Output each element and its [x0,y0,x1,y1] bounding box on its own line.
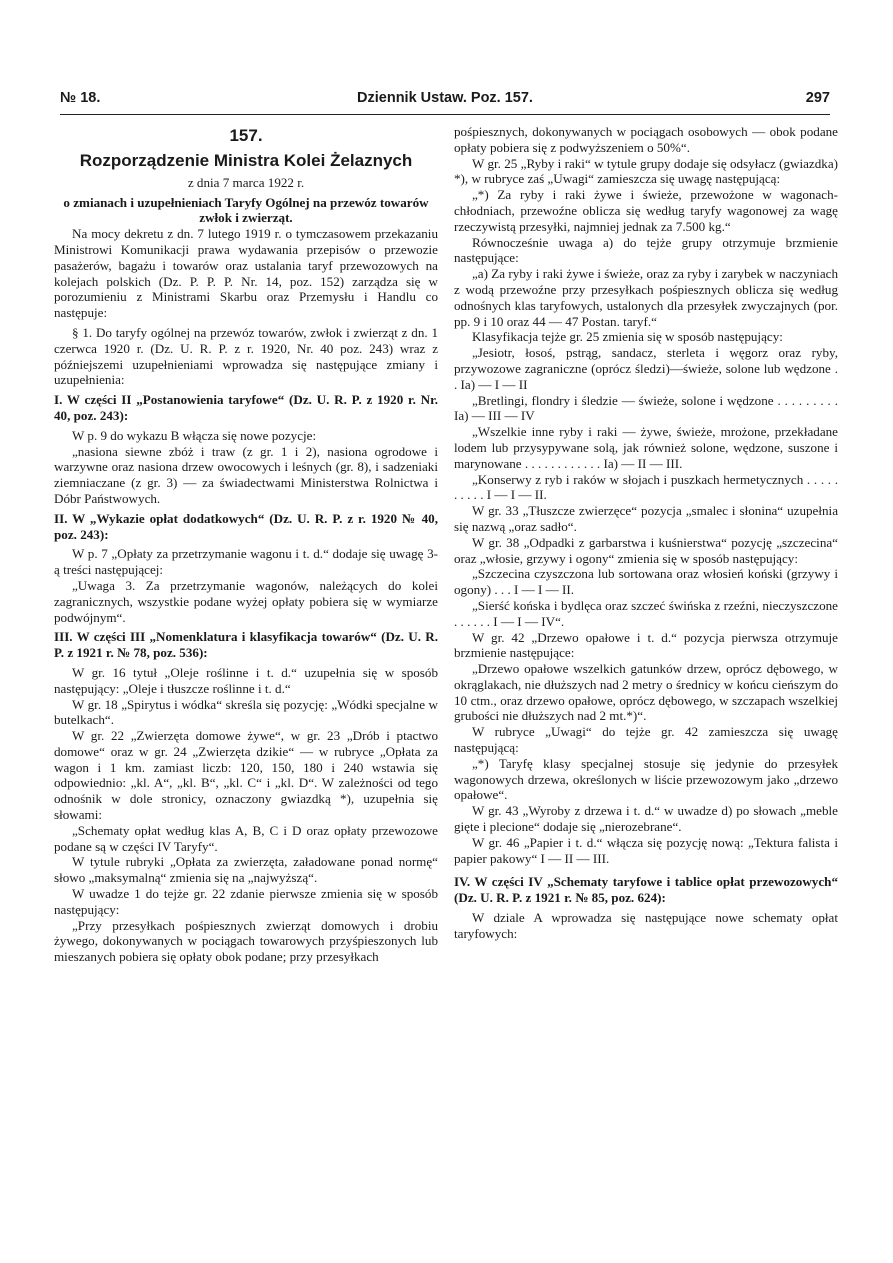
fish-item-1: „Jesiotr, łosoś, pstrąg, sandacz, sterleta i węgorz oraz ryby, przywozowe zagraniczne (oprócz śledzi)—świeże, solone lub wędzone . . Ia) — I — II [454,345,838,392]
group-42-text: W gr. 42 „Drzewo opałowe i t. d.“ pozycja pierwsza otrzymuje brzmienie następujące: [454,629,838,661]
part-3-heading: III. W części III „Nomenklatura i klasyfikacja towarów“ (Dz. U. R. P. z 1921 r. № 78, poz. 536): [54,629,438,661]
act-date: z dnia 7 marca 1922 r. [187,174,305,190]
group-25-intro: W gr. 25 „Ryby i raki“ w tytule grupy dodaje się odsyłacz (gwiazdka) *), w rubryce zaś „Uwagi“ zamieszcza się uwagę następującą: [454,155,838,187]
part-4-text: W dziale A wprowadza się następujące nowe schematy opłat taryfowych: [454,910,838,941]
header-rule [60,114,830,115]
page-number: 297 [805,90,830,106]
act-number: 157. [229,126,263,145]
part-3-group-18: W gr. 18 „Spirytus i wódka“ skreśla się pozycję: „Wódki specjalne w butelkach“. [54,696,438,728]
part-2-heading: II. W „Wykazie opłat dodatkowych“ (Dz. U. R. P. z r. 1920 № 40, poz. 243): [54,510,438,542]
classification-intro: Klasyfikacja tejże gr. 25 zmienia się w sposób następujący: [472,329,783,345]
act-title-line-1: Rozporządzenie Ministra Kolei [79,150,326,170]
page-header [60,90,830,114]
fish-item-4: „Konserwy z ryb i raków w słojach i puszkach hermetycznych . . . . . . . . . . I — I — II. [454,471,838,503]
part-3-rubric: W tytule rubryki „Opłata za zwierzęta, załadowane ponad normę“ słowo „maksymalną“ zmienia się na „najwyższą“. [54,854,438,886]
part-3-fast-shipments: „Przy przesyłkach pośpiesznych zwierząt domowych i drobiu żywego, dokonywanych w pociągach towarowych przyśpieszonych lub mieszanych pobiera się opłaty obok podane; przy przesyłkach [54,917,438,965]
act-title [54,150,438,171]
fish-item-2: „Bretlingi, flondry i śledzie — świeże, solone i wędzone . . . . . . . . . Ia) — III — IV [454,392,838,424]
fish-item-3: „Wszelkie inne ryby i raki — żywe, świeże, mrożone, przekładane lodem lub przysypywane solą, jak również solone, wędzone, suszone i marynowane . . . . . . . . . . . . Ia) — II — III. [454,424,838,471]
part-2-intro: W p. 7 „Opłaty za przetrzymanie wagonu i t. d.“ dodaje się uwagę 3-ą treści następującej: [54,546,438,578]
right-column [454,124,838,942]
paragraph-preamble: Na mocy dekretu z dn. 7 lutego 1919 r. o tymczasowem przekazaniu Ministrowi Komunikacji prawa wydawania przepisów o przewozie pasażerów, bagażu i towarów oraz ustalania taryf przewozowych na kolejach polskich (Dz. P. P. P. Nr. 14, poz. 152) zarządza się w porozumieniu z Ministrami Skarbu oraz Przemysłu i Handlu co następuje: [54,226,438,321]
group-43-text: W gr. 43 „Wyroby z drzewa i t. d.“ w uwadze d) po słowach „meble gięte i plecione“ dodaje się „nierozebrane“. [454,803,838,835]
group-38-text: W gr. 38 „Odpadki z garbarstwa i kuśnierstwa“ pozycję „szczecina“ oraz „włosie, grzywy i ogony“ zmienia się w sposób następujący: [454,534,838,566]
part-4-heading: IV. W części IV „Schematy taryfowe i tablice opłat przewozowych“ (Dz. U. R. P. z 1921 r. № 85, poz. 624): [454,874,838,906]
part-3-group-16: W gr. 16 tytuł „Oleje roślinne i t. d.“ uzupełnia się w sposób następujący: „Oleje i tłuszcze roślinne i t. d.“ [54,664,438,696]
note-a-intro: Równocześnie uwaga a) do tejże grupy otrzymuje brzmienie następujące: [454,234,838,266]
group-42-rubric: W rubryce „Uwagi“ do tejże gr. 42 zamieszcza się uwagę następującą: [454,724,838,756]
act-title-line-2: Żelaznych [330,150,413,170]
group-38-item-2: „Sierść końska i bydlęca oraz szczeć świńska z rzeźni, nieczyszczone . . . . . . I — I — IV“. [454,597,838,629]
part-2-text: „Uwaga 3. Za przetrzymanie wagonów, należących do kolei zagranicznych, wszystkie podane wyżej opłaty pobiera się w wymiarze podwójnym“. [54,577,438,625]
continuation-text: pośpiesznych, dokonywanych w pociągach osobowych — obok podane opłaty pobiera się z podwyższeniem o 50%“. [454,124,838,155]
group-38-item-1: „Szczecina czyszczona lub sortowana oraz włosień koński (grzywy i ogony) . . . I — I — II. [454,566,838,598]
group-42-note: „*) Taryfę klasy specjalnej stosuje się jedynie do przesyłek wagonowych drzewa, określonych w liście przewozowym jako „drzewo opałowe“. [454,755,838,803]
part-3-schemes: „Schematy opłat według klas A, B, C i D oraz opłaty przewozowe podane są w części IV Taryfy“. [54,822,438,854]
group-33-text: W gr. 33 „Tłuszcze zwierzęce“ pozycja „smalec i słonina“ uzupełnia się nazwą „oraz sadło“. [454,503,838,534]
group-42-item: „Drzewo opałowe wszelkich gatunków drzew, oprócz dębowego, w okrąglakach, nie dłuższych nad 2 metry o średnicy w końcu cieńszym do 10 ctm., oraz drzewo opałowe, oprócz dębowego, w szczapach wszelkiej grubości nie dłuższych nad 2 mt.*)“. [454,661,838,724]
group-46-text: W gr. 46 „Papier i t. d.“ włącza się pozycję nową: „Tektura falista i papier pakowy“ I — II — III. [454,834,838,866]
journal-title: Dziennik Ustaw. Poz. 157. [357,90,533,106]
paragraph-section-1: § 1. Do taryfy ogólnej na przewóz towarów, zwłok i zwierząt z dn. 1 czerwca 1920 r. (Dz. U. R. P. z r. 1920, Nr. 40 poz. 243) wraz z późniejszemi uzupełnieniami wprowadza się następujące zmiany i uzupełnienia: [54,324,438,388]
part-1-heading: I. W części II „Postanowienia taryfowe“ (Dz. U. R. P. z 1920 r. Nr. 40, poz. 243): [54,392,438,423]
left-column [54,124,438,965]
part-3-note-1: W uwadze 1 do tejże gr. 22 zdanie pierwsze zmienia się w sposób następujący: [54,886,438,917]
part-1-text: „nasiona siewne zbóż i traw (z gr. 1 i 2), nasiona ogrodowe i warzywne oraz nasiona drzew owocowych i leśnych (gr. 8), i sadzeniaki ziemniaczane (z gr. 3) — za świadectwami Ministerstwa Rolnictwa i Dóbr Państwowych. [54,443,438,506]
note-a-text: „a) Za ryby i raki żywe i świeże, oraz za ryby i zarybek w naczyniach z wodą przewoźne przy przesyłkach pośpiesznych oblicza się według odnośnych klas taryfowych, ustalonych dla przesyłek zwyczajnych (por. pp. 9 i 10 oraz 44 — 47 Postan. taryf.“ [454,266,838,329]
issue-number: № 18. [60,90,101,106]
act-subject: o zmianach i uzupełnieniach Taryfy Ogólnej na przewóz towarów zwłok i zwierząt. [63,194,429,226]
group-25-note: „*) Za ryby i raki żywe i świeże, przewożone w wagonach-chłodniach, przewoźne oblicza się według taryfy wagonowej za wagę rzeczywistą przesyłki, najmniej jednak za 7.500 kg.“ [454,187,838,234]
part-1-intro: W p. 9 do wykazu B włącza się nowe pozycje: [72,427,317,443]
part-3-group-22: W gr. 22 „Zwierzęta domowe żywe“, w gr. 23 „Drób i ptactwo domowe“ oraz w gr. 24 „Zwierzęta dzikie“ — w rubryce „Opłata za wagon i 1 km. zamiast liczb: 120, 150, 180 i 240 wstawia się odpowiednio: „kl. A“, „kl. B“, „kl. C“ i „kl. D“. W zależności od tego odnośnik w dole stronicy, oznaczony gwiazdką *), uzupełnia się słowami: [54,728,438,823]
